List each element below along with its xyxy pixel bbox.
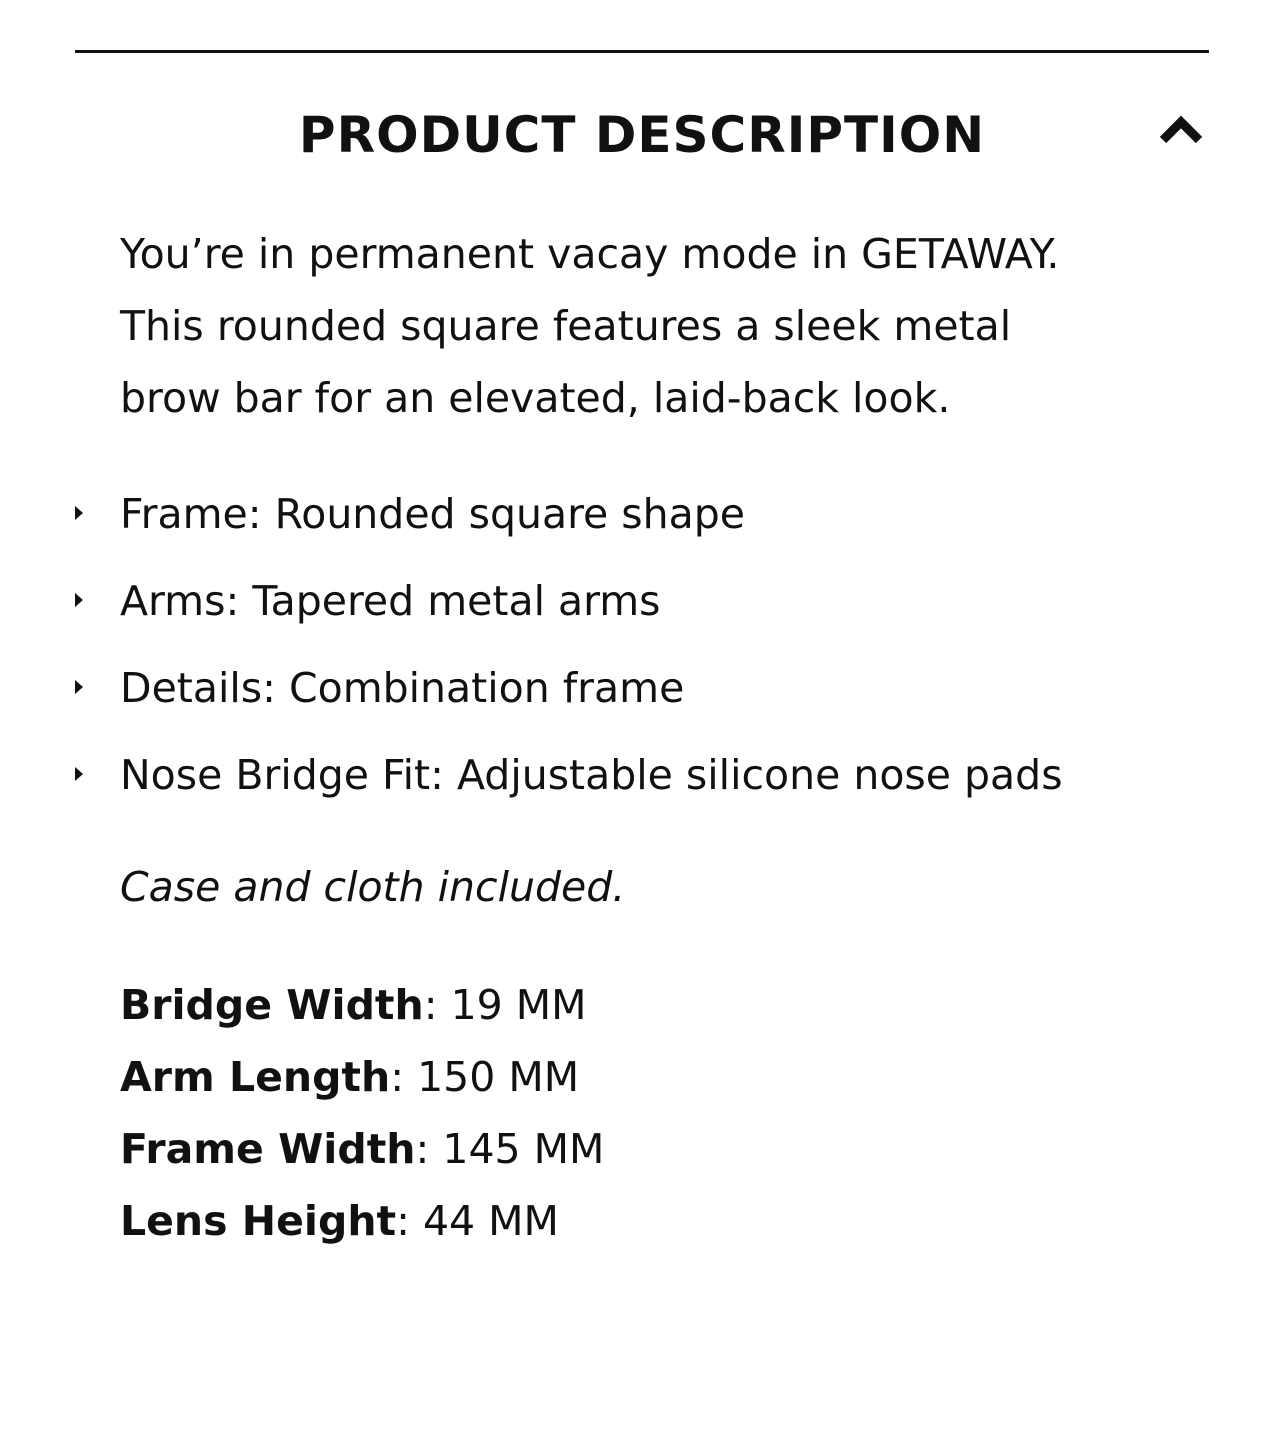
bullet-icon (74, 766, 84, 782)
feature-list (120, 478, 1180, 811)
included-note: Case and cloth included. (120, 863, 626, 911)
chevron-up-icon[interactable] (1159, 114, 1203, 146)
description-intro: You’re in permanent vacay mode in GETAWAY. This rounded square features a sleek metal brow bar for an elevated, laid-back look. (120, 230, 1060, 422)
spec-row-lens-height (120, 1185, 1180, 1257)
feature-text: Frame: Rounded square shape (120, 490, 746, 538)
spec-value: 150 MM (417, 1053, 580, 1101)
list-item (120, 652, 1080, 724)
feature-text: Nose Bridge Fit: Adjustable silicone nose pads (120, 751, 1063, 799)
spec-label: Bridge Width (120, 981, 424, 1029)
spec-value: 145 MM (442, 1125, 605, 1173)
spec-label: Arm Length (120, 1053, 391, 1101)
spec-label: Frame Width (120, 1125, 416, 1173)
spec-row-frame-width (120, 1113, 1180, 1185)
bullet-icon (74, 679, 84, 695)
spec-value: 19 MM (450, 981, 587, 1029)
section-divider (75, 50, 1209, 53)
spec-separator: : (423, 981, 451, 1029)
spec-row-bridge-width (120, 969, 1180, 1041)
product-description-header[interactable] (75, 100, 1209, 170)
spec-separator: : (415, 1125, 443, 1173)
spec-label: Lens Height (120, 1197, 397, 1245)
spec-separator: : (396, 1197, 423, 1245)
product-description-content (120, 218, 1180, 1257)
spec-separator: : (390, 1053, 418, 1101)
list-item (120, 739, 1080, 811)
spec-row-arm-length (120, 1041, 1180, 1113)
list-item (120, 478, 1080, 550)
spec-value: 44 MM (422, 1197, 559, 1245)
list-item (120, 565, 1080, 637)
feature-text: Arms: Tapered metal arms (120, 577, 661, 625)
section-title: PRODUCT DESCRIPTION (298, 106, 986, 164)
spec-list (120, 969, 1180, 1257)
feature-text: Details: Combination frame (120, 664, 685, 712)
bullet-icon (74, 592, 84, 608)
bullet-icon (74, 505, 84, 521)
